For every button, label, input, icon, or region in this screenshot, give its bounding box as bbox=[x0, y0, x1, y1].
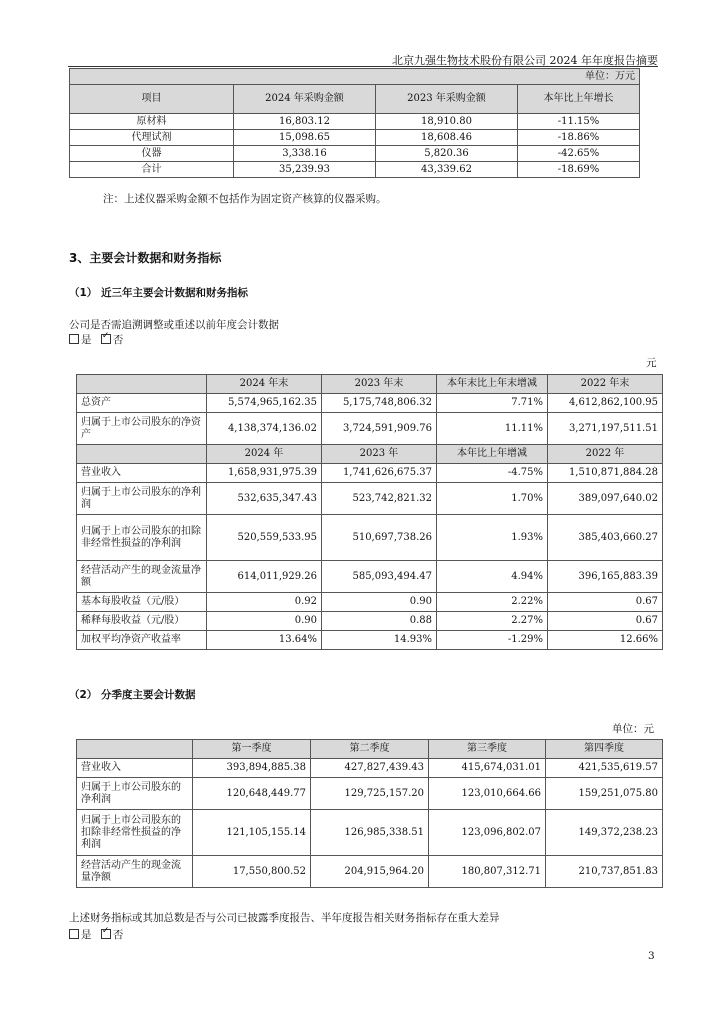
table-cell: -1.29% bbox=[437, 631, 548, 650]
table-cell: 16,803.12 bbox=[234, 114, 376, 130]
table-cell: 585,093,494.47 bbox=[322, 561, 437, 593]
table-cell: -18.86% bbox=[518, 130, 640, 146]
row-label: 稀释每股收益（元/股） bbox=[77, 612, 207, 631]
table-row bbox=[77, 612, 663, 631]
table-cell: 1,658,931,975.39 bbox=[207, 464, 322, 483]
table-cell: 1.93% bbox=[437, 515, 548, 561]
option-yes-label: 是 bbox=[81, 334, 92, 346]
row-label: 营业收入 bbox=[77, 464, 207, 483]
table-row bbox=[77, 593, 663, 612]
column-header: 本年比上年增减 bbox=[437, 445, 548, 464]
table-cell: 1.70% bbox=[437, 483, 548, 515]
table-row bbox=[77, 413, 663, 445]
section-title: 3、主要会计数据和财务指标 bbox=[69, 251, 222, 265]
table-row bbox=[70, 146, 640, 162]
table-cell: 4,612,862,100.95 bbox=[548, 394, 663, 413]
table-cell: 180,807,312.71 bbox=[429, 856, 546, 888]
table-cell: 5,574,965,162.35 bbox=[207, 394, 322, 413]
purchase-note: 注：上述仪器采购金额不包括作为固定资产核算的仪器采购。 bbox=[103, 193, 387, 205]
table-row bbox=[77, 483, 663, 515]
table-cell: 15,098.65 bbox=[234, 130, 376, 146]
column-header: 2024 年末 bbox=[207, 375, 322, 394]
table-cell: -18.69% bbox=[518, 162, 640, 178]
table-row bbox=[77, 810, 663, 856]
table-cell: 3,271,197,511.51 bbox=[548, 413, 663, 445]
table-row bbox=[77, 561, 663, 593]
row-label: 经营活动产生的现金流量净额 bbox=[77, 561, 207, 593]
table-cell: 5,175,748,806.32 bbox=[322, 394, 437, 413]
table-cell: -42.65% bbox=[518, 146, 640, 162]
table-row bbox=[77, 778, 663, 810]
quarterly-data-table bbox=[76, 739, 663, 888]
table-cell: 3,724,591,909.76 bbox=[322, 413, 437, 445]
table-row bbox=[77, 394, 663, 413]
table-cell: 7.71% bbox=[437, 394, 548, 413]
discrepancy-question: 上述财务指标或其加总数是否与公司已披露季度报告、半年度报告相关财务指标存在重大差异 bbox=[69, 912, 500, 924]
row-label: 经营活动产生的现金流量净额 bbox=[77, 856, 193, 888]
table-cell: 仪器 bbox=[70, 146, 234, 162]
option-no-label: 否 bbox=[112, 929, 124, 941]
checkbox-checked-icon bbox=[101, 334, 111, 344]
table-cell: 4,138,374,136.02 bbox=[207, 413, 322, 445]
purchase-unit: 单位：万元 bbox=[70, 69, 640, 85]
table-cell: 5,820.36 bbox=[376, 146, 518, 162]
table-cell: 2.27% bbox=[437, 612, 548, 631]
table-header-row bbox=[77, 375, 663, 394]
quarterly-unit: 单位：元 bbox=[612, 723, 654, 735]
table-cell: 35,239.93 bbox=[234, 162, 376, 178]
subsection-title: （1） 近三年主要会计数据和财务指标 bbox=[69, 287, 248, 299]
column-header: 第三季度 bbox=[429, 740, 546, 759]
row-label: 归属于上市公司股东的扣除非经常性损益的净利润 bbox=[77, 515, 207, 561]
table-row bbox=[70, 114, 640, 130]
restatement-options bbox=[69, 332, 123, 347]
table-row bbox=[77, 464, 663, 483]
page-number: 3 bbox=[648, 950, 655, 962]
table-cell: 1,741,626,675.37 bbox=[322, 464, 437, 483]
table-cell: 18,910.80 bbox=[376, 114, 518, 130]
table-cell: 43,339.62 bbox=[376, 162, 518, 178]
column-header: 第一季度 bbox=[193, 740, 311, 759]
table-header-row bbox=[77, 740, 663, 759]
column-header: 2022 年 bbox=[548, 445, 663, 464]
column-header bbox=[77, 740, 193, 759]
column-header: 本年比上年增长 bbox=[518, 85, 640, 114]
option-yes-label: 是 bbox=[81, 929, 92, 941]
table-cell: 0.67 bbox=[548, 593, 663, 612]
table-cell: 0.90 bbox=[207, 612, 322, 631]
row-label: 基本每股收益（元/股） bbox=[77, 593, 207, 612]
checkbox-yes-icon bbox=[69, 929, 79, 939]
table-row bbox=[70, 162, 640, 178]
option-no-label: 否 bbox=[112, 334, 124, 346]
table-cell: 代理试剂 bbox=[70, 130, 234, 146]
table-cell: 427,827,439.43 bbox=[311, 759, 429, 778]
column-header: 项目 bbox=[70, 85, 234, 114]
table-cell: 532,635,347.43 bbox=[207, 483, 322, 515]
row-label: 归属于上市公司股东的净利润 bbox=[77, 778, 193, 810]
table-cell: 396,165,883.39 bbox=[548, 561, 663, 593]
table-cell: 合计 bbox=[70, 162, 234, 178]
table-row bbox=[77, 515, 663, 561]
column-header: 2022 年末 bbox=[548, 375, 663, 394]
table-header-row bbox=[77, 445, 663, 464]
table-cell: 389,097,640.02 bbox=[548, 483, 663, 515]
row-label: 归属于上市公司股东的净利润 bbox=[77, 483, 207, 515]
table-row bbox=[70, 130, 640, 146]
column-header: 2024 年 bbox=[207, 445, 322, 464]
annual-indicators-table bbox=[76, 374, 663, 650]
restatement-question: 公司是否需追溯调整或重述以前年度会计数据 bbox=[69, 319, 279, 331]
table-cell: 2.22% bbox=[437, 593, 548, 612]
table-cell: 126,985,338.51 bbox=[311, 810, 429, 856]
column-header bbox=[77, 375, 207, 394]
table-cell: 393,894,885.38 bbox=[193, 759, 311, 778]
column-header: 2023 年末 bbox=[322, 375, 437, 394]
purchase-unit-row bbox=[70, 69, 640, 85]
table-cell: 原材料 bbox=[70, 114, 234, 130]
table-cell: 415,674,031.01 bbox=[429, 759, 546, 778]
column-header: 2023 年采购金额 bbox=[376, 85, 518, 114]
table-cell: -11.15% bbox=[518, 114, 640, 130]
table-cell: 120,648,449.77 bbox=[193, 778, 311, 810]
table-cell: 13.64% bbox=[207, 631, 322, 650]
column-header: 本年末比上年末增减 bbox=[437, 375, 548, 394]
table-cell: 210,737,851.83 bbox=[546, 856, 663, 888]
row-label: 归属于上市公司股东的扣除非经常性损益的净利润 bbox=[77, 810, 193, 856]
table-cell: 11.11% bbox=[437, 413, 548, 445]
table-cell: 614,011,929.26 bbox=[207, 561, 322, 593]
table-cell: 14.93% bbox=[322, 631, 437, 650]
table-row bbox=[77, 631, 663, 650]
table-cell: -4.75% bbox=[437, 464, 548, 483]
row-label: 加权平均净资产收益率 bbox=[77, 631, 207, 650]
table-cell: 121,105,155.14 bbox=[193, 810, 311, 856]
row-label: 归属于上市公司股东的净资产 bbox=[77, 413, 207, 445]
column-header: 第二季度 bbox=[311, 740, 429, 759]
table-row bbox=[77, 856, 663, 888]
purchase-header-row bbox=[70, 85, 640, 114]
discrepancy-options bbox=[69, 927, 123, 942]
table-cell: 12.66% bbox=[548, 631, 663, 650]
table-cell: 123,010,664.66 bbox=[429, 778, 546, 810]
table-cell: 0.92 bbox=[207, 593, 322, 612]
table-cell: 4.94% bbox=[437, 561, 548, 593]
table-cell: 0.67 bbox=[548, 612, 663, 631]
subsection-title: （2） 分季度主要会计数据 bbox=[69, 689, 196, 701]
checkbox-yes-icon bbox=[69, 334, 79, 344]
row-label: 总资产 bbox=[77, 394, 207, 413]
column-header: 2024 年采购金额 bbox=[234, 85, 376, 114]
table-cell: 123,096,802.07 bbox=[429, 810, 546, 856]
table-cell: 129,725,157.20 bbox=[311, 778, 429, 810]
table-cell: 18,608.46 bbox=[376, 130, 518, 146]
annual-unit: 元 bbox=[646, 357, 657, 369]
checkbox-checked-icon bbox=[101, 929, 111, 939]
table-cell: 0.88 bbox=[322, 612, 437, 631]
table-cell: 520,559,533.95 bbox=[207, 515, 322, 561]
table-cell: 3,338.16 bbox=[234, 146, 376, 162]
table-cell: 523,742,821.32 bbox=[322, 483, 437, 515]
row-label: 营业收入 bbox=[77, 759, 193, 778]
table-cell: 1,510,871,884.28 bbox=[548, 464, 663, 483]
column-header: 第四季度 bbox=[546, 740, 663, 759]
column-header bbox=[77, 445, 207, 464]
table-row bbox=[77, 759, 663, 778]
table-cell: 204,915,964.20 bbox=[311, 856, 429, 888]
table-cell: 421,535,619.57 bbox=[546, 759, 663, 778]
table-cell: 17,550,800.52 bbox=[193, 856, 311, 888]
table-cell: 149,372,238.23 bbox=[546, 810, 663, 856]
header-rule bbox=[68, 66, 658, 67]
table-cell: 510,697,738.26 bbox=[322, 515, 437, 561]
table-cell: 0.90 bbox=[322, 593, 437, 612]
purchase-table bbox=[69, 68, 640, 178]
table-cell: 159,251,075.80 bbox=[546, 778, 663, 810]
page-header: 北京九强生物技术股份有限公司 2024 年年度报告摘要 bbox=[392, 54, 658, 67]
column-header: 2023 年 bbox=[322, 445, 437, 464]
table-cell: 385,403,660.27 bbox=[548, 515, 663, 561]
